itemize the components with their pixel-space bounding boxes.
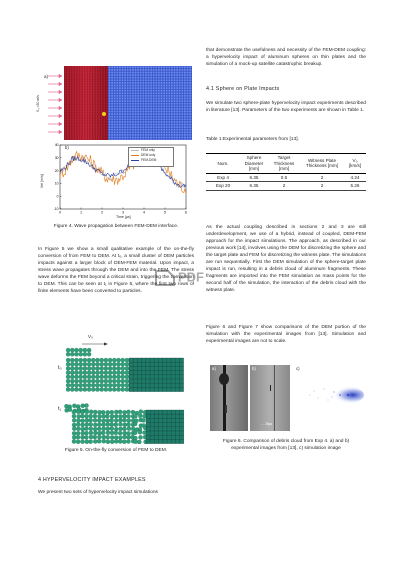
paragraph-intro: that demonstrate the usefulness and necessity of the FEM-DEM coupling: a hypervelocity impact of aluminum spheres on thin plates and the simulation of a mock-up satellite catastrophic breakup. — [206, 48, 366, 67]
y-tick-label: 10 — [54, 181, 59, 186]
figure-4-caption: Figure 4. Wave propagation between FEM-DEM interface. — [53, 224, 179, 229]
legend-dem-only: DEM only — [131, 153, 171, 158]
y-tick-label: 0 — [56, 194, 59, 199]
section-4-heading: 4 HYPERVELOCITY IMPACT EXAMPLES — [38, 477, 146, 483]
chart-legend — [128, 147, 174, 167]
fem-dem-lattice — [64, 66, 192, 140]
fem-dem-conversion-image — [64, 346, 186, 444]
x-tick-label: 2 — [101, 210, 103, 215]
x-tick-label: 1 — [80, 210, 82, 215]
table-1-caption: Table 1:Experimental parameters from [13]. — [206, 137, 299, 142]
paragraph-experiments: We simulate two sphere-plate hypervelocity impact experiments described in literature [13]. Parameters of the two experiments are shown in Table 1. — [206, 101, 366, 113]
col-witness-thickness: Witness Plate Thickness [mm] — [300, 154, 344, 174]
dem-particles — [66, 348, 91, 356]
y-tick-label: 30 — [54, 156, 59, 160]
legend-fem-dem: FEM-DEM — [131, 158, 171, 163]
figure-6 — [206, 365, 366, 433]
panel-label-a: a) — [212, 366, 216, 371]
figure-5 — [38, 334, 194, 446]
dem-particles — [66, 358, 129, 391]
t1-label: t₁ — [58, 406, 62, 412]
panel-label-b: b) — [252, 366, 256, 371]
x-tick-label: 0 — [59, 210, 61, 215]
figure-5-caption: Figure 5. On-the-fly conversion of FEM to DEM. — [64, 448, 168, 453]
figure-6-panel-c — [296, 365, 366, 431]
subsection-4-1-heading: 4.1 Sphere on Plate Impacts — [206, 86, 280, 92]
figure-6-caption: Figure 6. Comparison of debris cloud from Exp 4. a) and b) experimental images from [13], c) simulation image — [222, 439, 350, 451]
fem-block — [146, 410, 184, 444]
watermark-logo: PDF — [154, 269, 204, 287]
y-tick-label: 20 — [54, 168, 59, 173]
y-tick-label: 40 — [54, 143, 59, 148]
col-target-thickness: Target Thickness [mm] — [268, 154, 300, 174]
figure-4-panel-b — [38, 142, 194, 222]
paragraph-on-the-fly: In Figure 5 we show a small qualitative example of the on-the-fly conversion of from FEM to DEM. At t₀, a small cluster of DEM particles impacts against a larger block of DEM-FEM material. Upon impact, a stress wave propagates through the DEM and into the FEM. The stress wave deforms the FEM beyond a critical strain, triggering the conversion to DEM. This can be seen at t₁ in Figure 5, where the first two rows of finite elements have been converted to particles. — [38, 247, 194, 294]
y-tick-label: -10 — [53, 207, 59, 212]
x-tick-label: 4 — [143, 210, 145, 215]
col-num: Num. — [206, 154, 240, 174]
scale-label: ← 25μs — [261, 422, 273, 426]
velocity-label: V₀ =50 m/s — [36, 95, 40, 112]
panel-label-b: b) — [65, 145, 69, 150]
panel-label-a: a) — [44, 74, 49, 79]
figure-6-panel-a — [210, 365, 248, 431]
experimental-parameters-table — [206, 153, 366, 191]
y-axis-label: Vel [m/s] — [40, 174, 44, 188]
section-4-text: We present two sets of hypervelocity impact simulations — [38, 490, 158, 495]
x-axis-label: Time [µs] — [116, 215, 131, 219]
legend-fem-only: FEM only — [131, 148, 171, 153]
dem-particles — [133, 410, 147, 444]
debris-cloud-simulation — [304, 383, 364, 407]
figure-4-panel-a — [38, 60, 194, 142]
col-sphere-diameter: Sphere Diameter [mm] — [240, 154, 268, 174]
impact-arrows — [46, 68, 62, 140]
fem-block — [129, 358, 184, 392]
x-tick-label: 5 — [164, 210, 166, 215]
watermark-icon — [154, 269, 178, 287]
dem-particles — [72, 410, 135, 444]
panel-label-c: c) — [296, 366, 300, 371]
figure-6-panel-b — [250, 365, 290, 431]
x-tick-label: 3 — [122, 210, 124, 215]
table-row: Exp 20 6.35 2 2 5.26 — [206, 182, 366, 191]
t0-label: t₀ — [58, 365, 62, 371]
table-row: Exp 4 6.35 0.5 2 4.24 — [206, 173, 366, 182]
v0-label: V₀ — [88, 334, 93, 339]
paragraph-figure-comparison: Figure 6 and Figure 7 show comparisons of the DEM portion of the simulation with the experimental images from [13]. Simulation and experimental images are not to scale. — [206, 325, 366, 344]
paragraph-hybrid-approach: As the actual coupling described in sections 2 and 3 are still underdevelopment, we use of a hybrid, instead of coupled, DEM-FEM approach for the impact simulations. The approach, as described in our previous work [14], involves using the DEM for discretizing the sphere and the target plate and FEM for discretizing the witness plate. The simulations are run sequentially. First the DEM simulation of the sphere-target plate impact is run, resulting in a debris cloud of aluminum fragments. These fragments are imported into the FEM simulation as mass points for the second half of the simulation, the interaction of the debris cloud with the witness plate. — [206, 225, 366, 293]
col-v0: V₀ [km/s] — [344, 154, 366, 174]
x-tick-label: 6 — [185, 210, 187, 215]
